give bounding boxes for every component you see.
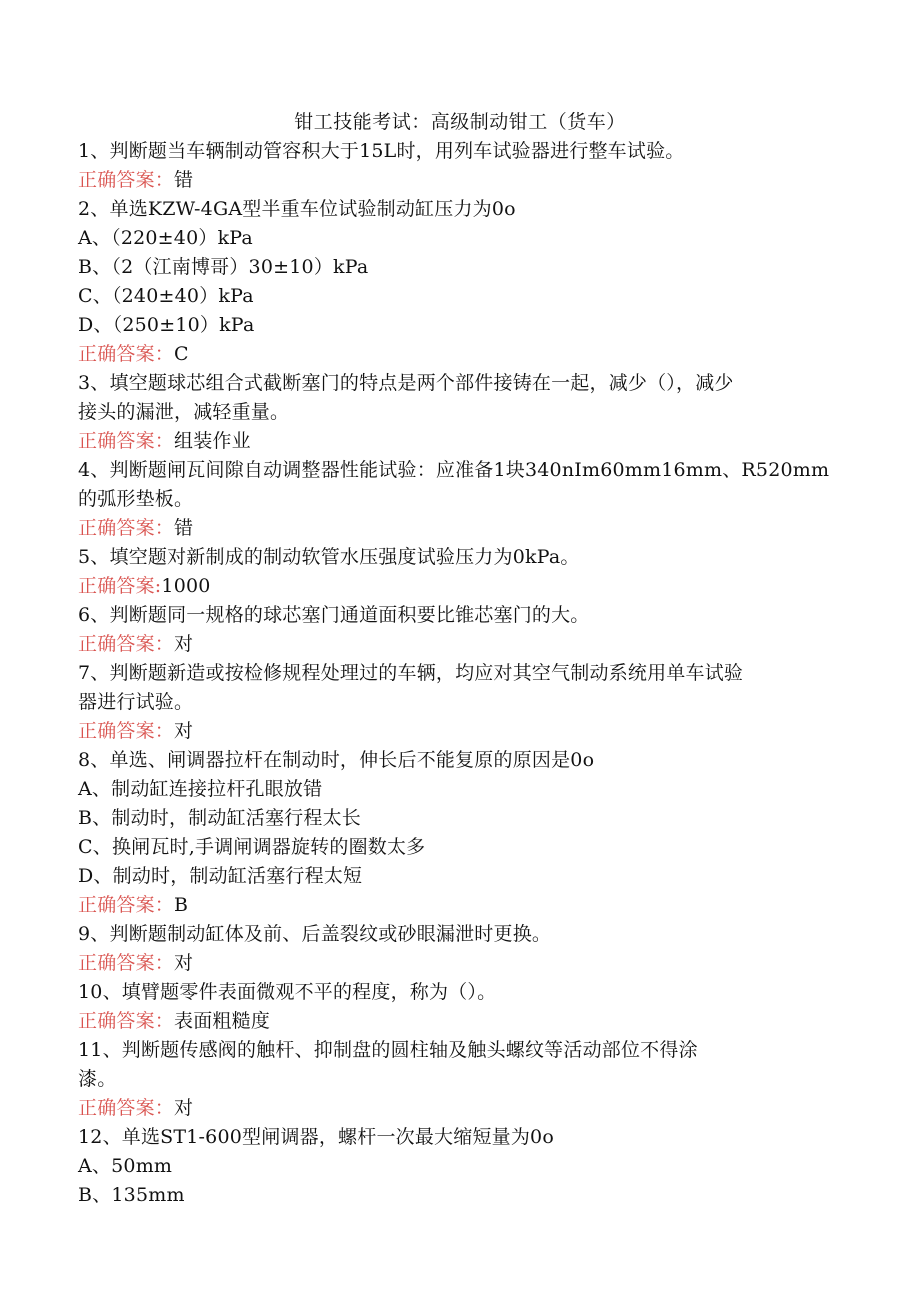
answer-value: 对 (174, 633, 194, 655)
option-2d: D、（250±10）kPa (78, 314, 255, 336)
answer-value: 错 (174, 169, 194, 191)
option-2b: B、（2（江南博哥）30±10）kPa (78, 256, 369, 278)
question-3-line-1: 3、填空题球芯组合式截断塞门的特点是两个部件接铸在一起，减少（），减少 (78, 372, 734, 394)
answer-value: 对 (174, 952, 194, 974)
answer-9 (78, 949, 848, 978)
answer-label: 正确答案： (78, 952, 175, 974)
question-4-line-1: 4、判断题闸瓦间隙自动调整器性能试验：应准备1块340nIm60mm16mm、R520mm (78, 459, 830, 481)
answer-7 (78, 717, 848, 746)
question-2: 2、单选KZW-4GA型半重车位试验制动缸压力为0o (78, 198, 516, 220)
option-8d: D、制动时，制动缸活塞行程太短 (78, 865, 363, 887)
answer-label: 正确答案： (78, 517, 175, 539)
answer-value: 1000 (161, 575, 211, 597)
answer-label: 正确答案： (78, 343, 175, 365)
question-7-line-1: 7、判断题新造或按检修规程处理过的车辆，均应对其空气制动系统用单车试验 (78, 662, 744, 684)
answer-value: 组装作业 (174, 430, 251, 452)
answer-label: 正确答案： (78, 169, 175, 191)
answer-label: 正确答案： (78, 633, 175, 655)
option-8b: B、制动时，制动缸活塞行程太长 (78, 807, 361, 829)
question-list (78, 137, 848, 1210)
option-2c: C、（240±40）kPa (78, 285, 254, 307)
option-8c: C、换闸瓦时,手调闸调器旋转的圈数太多 (78, 836, 426, 858)
answer-label: 正确答案： (78, 720, 175, 742)
answer-label: 正确答案： (78, 1097, 175, 1119)
question-9: 9、判断题制动缸体及前、后盖裂纹或砂眼漏泄时更换。 (78, 923, 552, 945)
answer-value: B (174, 894, 189, 916)
answer-label: 正确答案： (78, 430, 175, 452)
answer-5 (78, 572, 848, 601)
question-8: 8、单选、闸调器拉杆在制动时，伸长后不能复原的原因是0o (78, 749, 595, 771)
answer-2 (78, 340, 848, 369)
answer-label: 正确答案： (78, 894, 175, 916)
question-11-line-1: 11、判断题传感阀的触杆、抑制盘的圆柱轴及触头螺纹等活动部位不得涂 (78, 1039, 698, 1061)
answer-value: 表面粗糙度 (174, 1010, 271, 1032)
answer-4 (78, 514, 848, 543)
question-6: 6、判断题同一规格的球芯塞门通道面积要比锥芯塞门的大。 (78, 604, 590, 626)
option-12a: A、50mm (78, 1155, 173, 1177)
question-4-line-2: 的弧形垫板。 (78, 488, 194, 510)
answer-value: 错 (174, 517, 194, 539)
question-5: 5、填空题对新制成的制动软管水压强度试验压力为0kPa。 (78, 546, 580, 568)
answer-3 (78, 427, 848, 456)
answer-10 (78, 1007, 848, 1036)
option-2a: A、（220±40）kPa (78, 227, 253, 249)
answer-8 (78, 891, 848, 920)
question-7-line-2: 器进行试验。 (78, 691, 194, 713)
answer-value: C (174, 343, 189, 365)
question-3-line-2: 接头的漏泄，减轻重量。 (78, 401, 290, 423)
answer-6 (78, 630, 848, 659)
answer-value: 对 (174, 1097, 194, 1119)
answer-label: 正确答案: (78, 575, 162, 597)
option-8a: A、制动缸连接拉杆孔眼放错 (78, 778, 323, 800)
document-title: 钳工技能考试：高级制动钳工（货车） (294, 111, 626, 133)
answer-value: 对 (174, 720, 194, 742)
answer-label: 正确答案： (78, 1010, 175, 1032)
question-1: 1、判断题当车辆制动管容积大于15L时，用列车试验器进行整车试验。 (78, 140, 685, 162)
question-12: 12、单选ST1-600型闸调器，螺杆一次最大缩短量为0o (78, 1126, 554, 1148)
question-10: 10、填臂题零件表面微观不平的程度，称为（）。 (78, 981, 497, 1003)
option-12b: B、135mm (78, 1184, 185, 1206)
answer-11 (78, 1094, 848, 1123)
question-11-line-2: 漆。 (78, 1068, 117, 1090)
answer-1 (78, 166, 848, 195)
